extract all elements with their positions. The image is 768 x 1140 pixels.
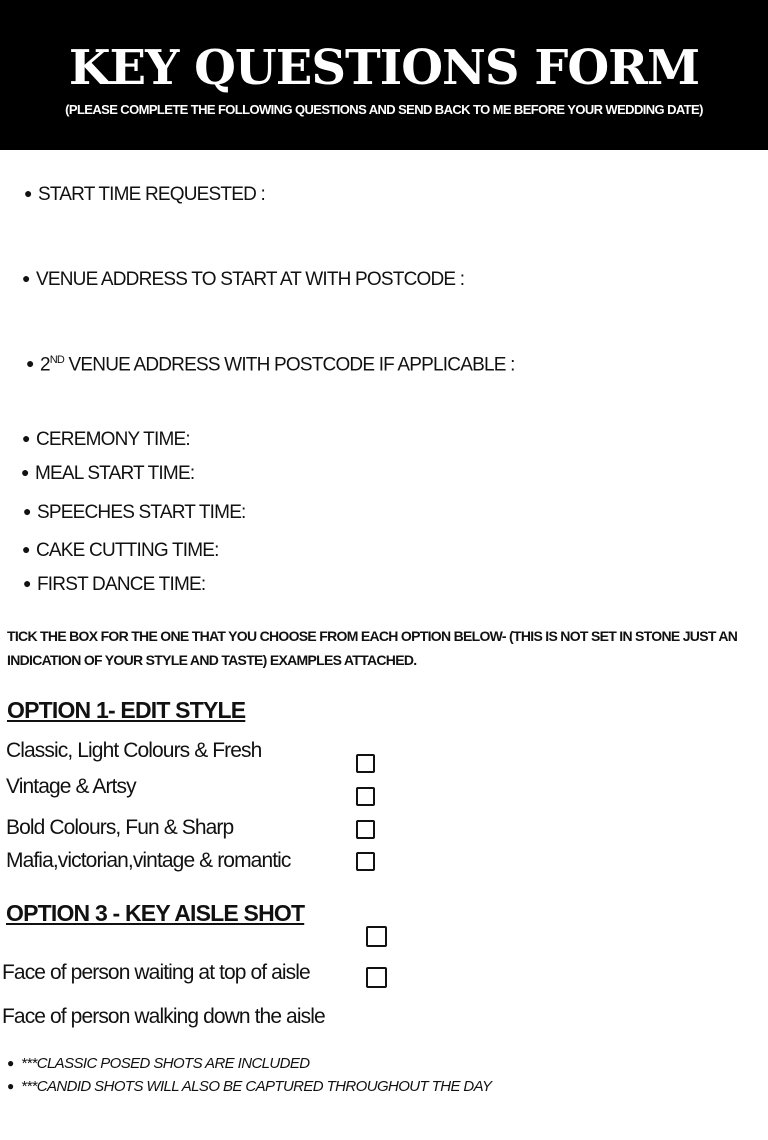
option3-checkbox-waiting[interactable]	[366, 926, 387, 947]
note-label: ***CANDID SHOTS WILL ALSO BE CAPTURED THROUGHOUT THE DAY	[21, 1078, 492, 1095]
bullet-icon: ●	[7, 1056, 14, 1070]
option3-checkbox-walking[interactable]	[366, 967, 387, 988]
question-second-venue	[26, 354, 515, 376]
question-speeches-start-time	[23, 502, 246, 524]
option3-heading: OPTION 3 - KEY AISLE SHOT	[6, 900, 305, 926]
option1-checkbox-mafia[interactable]	[356, 852, 375, 871]
bullet-icon: ●	[23, 503, 31, 519]
form-header	[0, 0, 768, 150]
bullet-icon: ●	[7, 1079, 14, 1093]
question-meal-start-time	[21, 463, 194, 485]
option1-choice-vintage: Vintage & Artsy	[6, 775, 136, 798]
bullet-icon: ●	[26, 355, 34, 372]
question-ceremony-time	[22, 429, 190, 451]
option1-choice-bold: Bold Colours, Fun & Sharp	[6, 816, 234, 839]
option3-choice-walking: Face of person walking down the aisle	[2, 1005, 325, 1028]
question-label-prefix: 2	[40, 354, 50, 376]
question-label-superscript: ND	[49, 354, 65, 366]
option1-checkbox-vintage[interactable]	[356, 787, 375, 806]
form-subtitle: (PLEASE COMPLETE THE FOLLOWING QUESTIONS AND SEND BACK TO ME BEFORE YOUR WEDDING DATE)	[65, 102, 703, 117]
option3-choice-waiting: Face of person waiting at top of aisle	[2, 961, 310, 984]
option1-choice-mafia: Mafia,victorian,vintage & romantic	[6, 849, 291, 872]
option1-choice-classic: Classic, Light Colours & Fresh	[6, 739, 262, 762]
bullet-icon: ●	[23, 575, 31, 591]
question-first-dance-time	[23, 574, 205, 596]
question-label: CAKE CUTTING TIME:	[36, 540, 219, 561]
option1-checkbox-classic[interactable]	[356, 754, 375, 773]
question-label: VENUE ADDRESS TO START AT WITH POSTCODE :	[36, 269, 465, 290]
question-label: CEREMONY TIME:	[36, 429, 190, 450]
option1-heading: OPTION 1- EDIT STYLE	[7, 697, 246, 723]
option1-checkbox-bold[interactable]	[356, 820, 375, 839]
bullet-icon: ●	[22, 270, 30, 286]
bullet-icon: ●	[24, 185, 32, 201]
question-label: FIRST DANCE TIME:	[37, 574, 206, 595]
instruction-text: TICK THE BOX FOR THE ONE THAT YOU CHOOSE FROM EACH OPTION BELOW- (THIS IS NOT SET IN STONE JUST AN INDICATION OF YOUR STYLE AND TASTE) EXAMPLES ATTACHED.	[7, 628, 738, 668]
question-venue-address	[22, 269, 464, 291]
form-title: KEY QUESTIONS FORM	[68, 40, 700, 96]
question-label: SPEECHES START TIME:	[37, 502, 246, 523]
question-cake-cutting-time	[22, 540, 219, 562]
bullet-icon: ●	[21, 464, 29, 480]
note-label: ***CLASSIC POSED SHOTS ARE INCLUDED	[21, 1055, 310, 1072]
question-start-time	[24, 184, 265, 206]
question-label: VENUE ADDRESS WITH POSTCODE IF APPLICABLE :	[64, 354, 515, 376]
bullet-icon: ●	[22, 430, 30, 446]
note-candid-shots	[7, 1078, 491, 1095]
note-posed-shots	[7, 1055, 310, 1072]
question-label: MEAL START TIME:	[35, 463, 195, 484]
bullet-icon: ●	[22, 541, 30, 557]
question-label: START TIME REQUESTED :	[38, 184, 265, 205]
